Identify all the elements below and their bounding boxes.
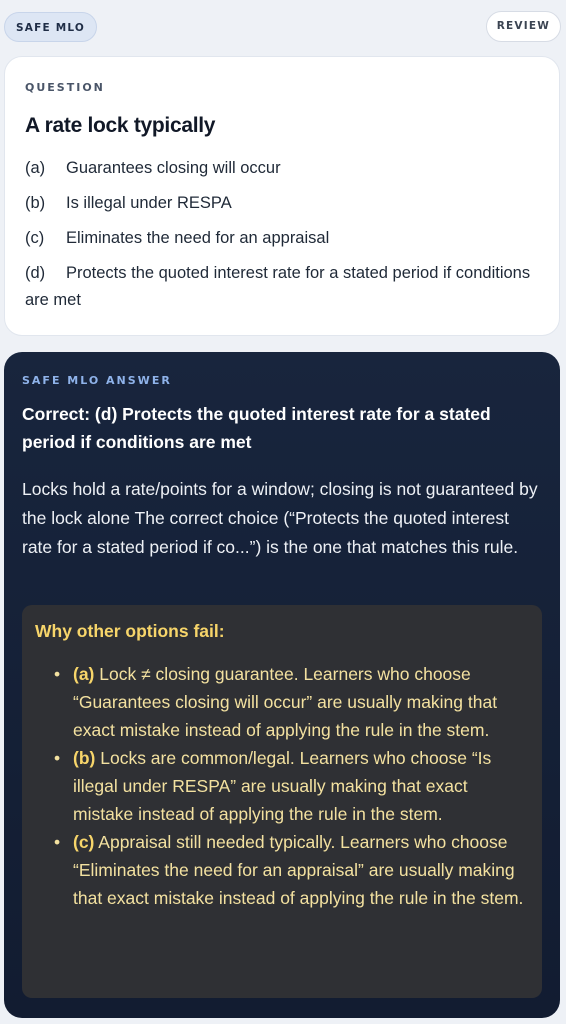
option-letter: (b) (25, 194, 46, 212)
why-item-c (54, 828, 528, 912)
why-list (35, 660, 528, 912)
answer-card (4, 352, 560, 1018)
question-title: A rate lock typically (25, 114, 216, 137)
why-other-options-fail (22, 605, 542, 998)
correct-answer: Correct: (d) Protects the quoted interest rate for a stated period if conditions are met (22, 404, 491, 452)
question-eyebrow: QUESTION (25, 81, 105, 94)
question-card (4, 56, 560, 336)
option-list (25, 155, 539, 314)
bullet-icon: • (54, 832, 61, 852)
option-text: Eliminates the need for an appraisal (66, 229, 330, 247)
option-text: Protects the quoted interest rate for a stated period if conditions are met (25, 264, 531, 309)
why-item-text: Locks are common/legal. Learners who choose “Is illegal under RESPA” are usually making that exact mistake instead of applying the rule in the stem. (73, 748, 492, 824)
option-text: Is illegal under RESPA (66, 194, 232, 212)
option-b[interactable] (25, 190, 539, 217)
bullet-icon: • (54, 664, 61, 684)
option-c[interactable] (25, 225, 539, 252)
option-letter: (d) (25, 264, 46, 282)
option-text: Guarantees closing will occur (66, 159, 281, 177)
option-a[interactable] (25, 155, 539, 182)
option-d[interactable] (25, 260, 539, 314)
why-item-text: Lock ≠ closing guarantee. Learners who choose “Guarantees closing will occur” are usually making that exact mistake instead of applying the rule in the stem. (73, 664, 498, 740)
why-title: Why other options fail: (35, 621, 225, 641)
top-bar (0, 0, 566, 54)
option-letter: (a) (25, 159, 46, 177)
option-letter: (c) (25, 229, 45, 247)
why-item-b (54, 744, 528, 828)
bullet-icon: • (54, 748, 61, 768)
review-button[interactable]: REVIEW (486, 11, 561, 42)
why-item-tag: (c) (73, 832, 95, 852)
why-item-tag: (a) (73, 664, 95, 684)
brand-badge: SAFE MLO (4, 12, 97, 42)
answer-explanation: Locks hold a rate/points for a window; closing is not guaranteed by the lock alone The correct choice (“Protects the quoted interest rate for a stated period if co...”) is the one that matches this rule. (22, 479, 538, 557)
why-item-tag: (b) (73, 748, 96, 768)
why-item-text: Appraisal still needed typically. Learners who choose “Eliminates the need for an appraisal” are usually making that exact mistake instead of applying the rule in the stem. (73, 832, 524, 908)
why-item-a (54, 660, 528, 744)
answer-eyebrow: SAFE MLO ANSWER (22, 374, 172, 387)
